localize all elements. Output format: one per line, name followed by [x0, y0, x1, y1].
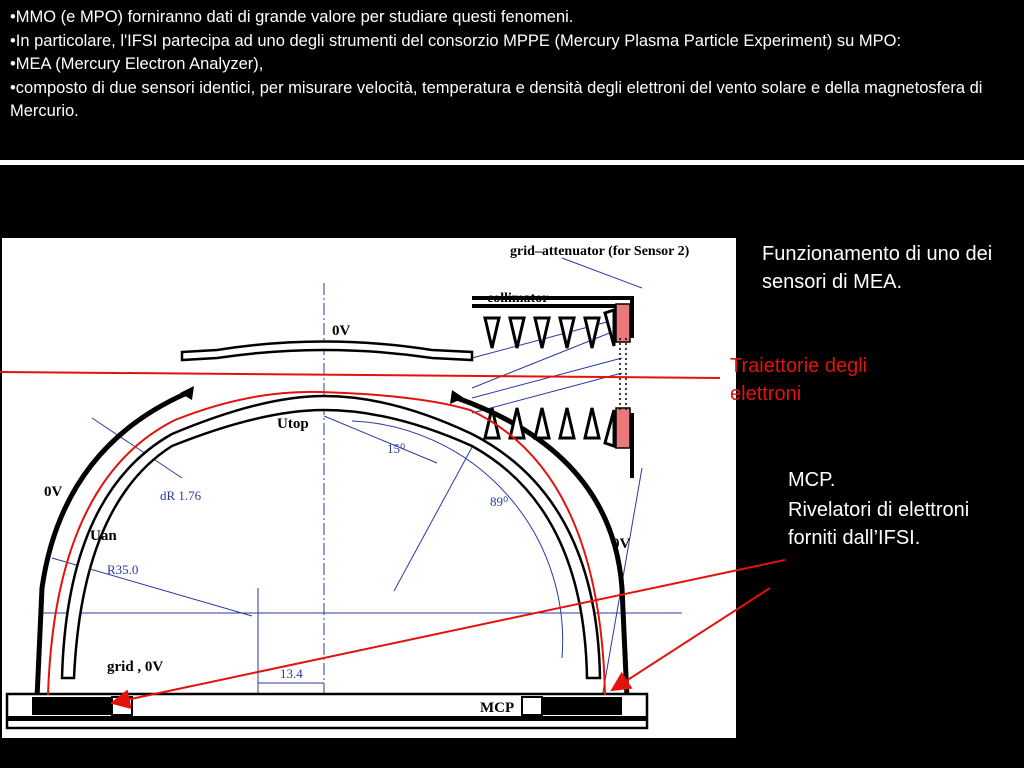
trajectories-note: Traiettorie degli elettroni	[730, 355, 868, 405]
bullet-item: •In particolare, l'IFSI partecipa ad uno degli strumenti del consorzio MPPE (Mercury Plasma Particle Experiment) su MPO:	[10, 31, 902, 50]
collimator-lower	[485, 408, 614, 446]
utop-label: Utop	[277, 416, 309, 432]
bullet-item: •MMO (e MPO) forniranno dati di grande valore per studiare questi fenomeni.	[10, 8, 574, 26]
function-note: Funzionamento di uno dei sensori di MEA.	[762, 243, 993, 293]
attenuator-lower	[616, 408, 630, 448]
bullet-item: •composto di due sensori identici, per misurare velocità, temperatura e densità degli elettroni del vento solare e della magnetosfera di Mercurio.	[10, 78, 983, 120]
collimator-label: collimator	[487, 291, 549, 306]
attenuator-upper	[616, 304, 630, 342]
r35-label: R35.0	[107, 562, 139, 577]
angle-15-label: 15⁰	[387, 441, 406, 456]
top-plate	[182, 342, 472, 361]
dr-label: dR 1.76	[160, 488, 202, 503]
sensor-schematic	[2, 238, 736, 738]
separator-line	[0, 160, 1024, 165]
bullet-item: •MEA (Mercury Electron Analyzer),	[10, 55, 264, 73]
ov-right-label: 0V	[612, 536, 631, 552]
ov-top-label: 0V	[332, 323, 351, 339]
angle-89-label: 89⁰	[490, 494, 509, 509]
grid-attenuator-label: grid–attenuator (for Sensor 2)	[510, 244, 690, 259]
mcp-base	[7, 694, 647, 728]
mcp-label: MCP	[480, 700, 515, 716]
mea-sensor-diagram	[2, 238, 736, 738]
mcp-note-desc: Rivelatori di elettroni forniti dall’IFSI.	[788, 499, 970, 549]
uan-label: Uan	[90, 528, 117, 544]
mcp-note-title: MCP.	[788, 469, 836, 491]
collimator-upper	[485, 310, 614, 348]
grid-label: grid , 0V	[107, 659, 164, 675]
ov-left-label: 0V	[44, 484, 63, 500]
dim-13-4-label: 13.4	[280, 666, 303, 681]
bullet-list	[10, 6, 1010, 124]
